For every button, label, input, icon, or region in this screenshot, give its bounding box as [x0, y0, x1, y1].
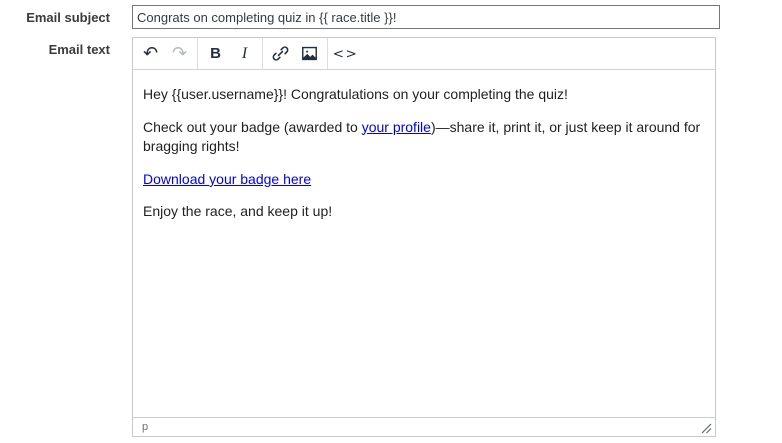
editor-paragraph	[143, 85, 705, 105]
italic-button[interactable]	[231, 40, 258, 67]
link-icon	[271, 44, 290, 63]
email-subject-input[interactable]	[132, 5, 720, 29]
editor-paragraph	[143, 118, 705, 157]
paragraph-text: )—share it, print it, or just keep it around for bragging rights!	[143, 118, 701, 155]
source-code-button[interactable]	[332, 40, 359, 67]
insert-image-button[interactable]	[296, 40, 323, 67]
format-button-group	[198, 38, 263, 69]
image-icon	[300, 44, 319, 63]
paragraph-text: Hey {{user.username}}! Congratulations on your completing the quiz!	[143, 86, 568, 102]
email-text-label: Email text	[48, 42, 110, 57]
paragraph-text: Check out your badge (awarded to	[143, 118, 362, 135]
redo-icon: ↷	[171, 42, 188, 64]
resize-handle[interactable]	[699, 421, 712, 434]
email-text-row	[0, 37, 782, 437]
source-code-icon: <>	[332, 45, 359, 62]
undo-icon: ↶	[142, 42, 159, 64]
badge-download-link[interactable]: Download your badge here	[143, 170, 312, 187]
italic-icon: I	[241, 44, 248, 62]
paragraph-text: Enjoy the race, and keep it up!	[143, 203, 333, 220]
code-button-group	[328, 38, 363, 69]
email-subject-row	[0, 5, 782, 29]
bold-icon: B	[210, 45, 221, 62]
bold-button[interactable]	[202, 40, 229, 67]
element-path-label[interactable]: p	[142, 421, 149, 433]
history-button-group	[133, 38, 198, 69]
rich-text-editor	[132, 37, 716, 437]
editor-toolbar	[133, 38, 715, 70]
editor-paragraph	[143, 170, 705, 190]
editor-content-area[interactable]	[133, 70, 715, 417]
editor-statusbar	[133, 417, 715, 436]
email-subject-label: Email subject	[26, 10, 110, 25]
insert-button-group	[263, 38, 328, 69]
undo-button[interactable]	[137, 40, 164, 67]
insert-link-button[interactable]	[267, 40, 294, 67]
profile-link[interactable]: your profile	[361, 118, 431, 135]
redo-button[interactable]	[166, 40, 193, 67]
editor-paragraph	[143, 202, 705, 222]
